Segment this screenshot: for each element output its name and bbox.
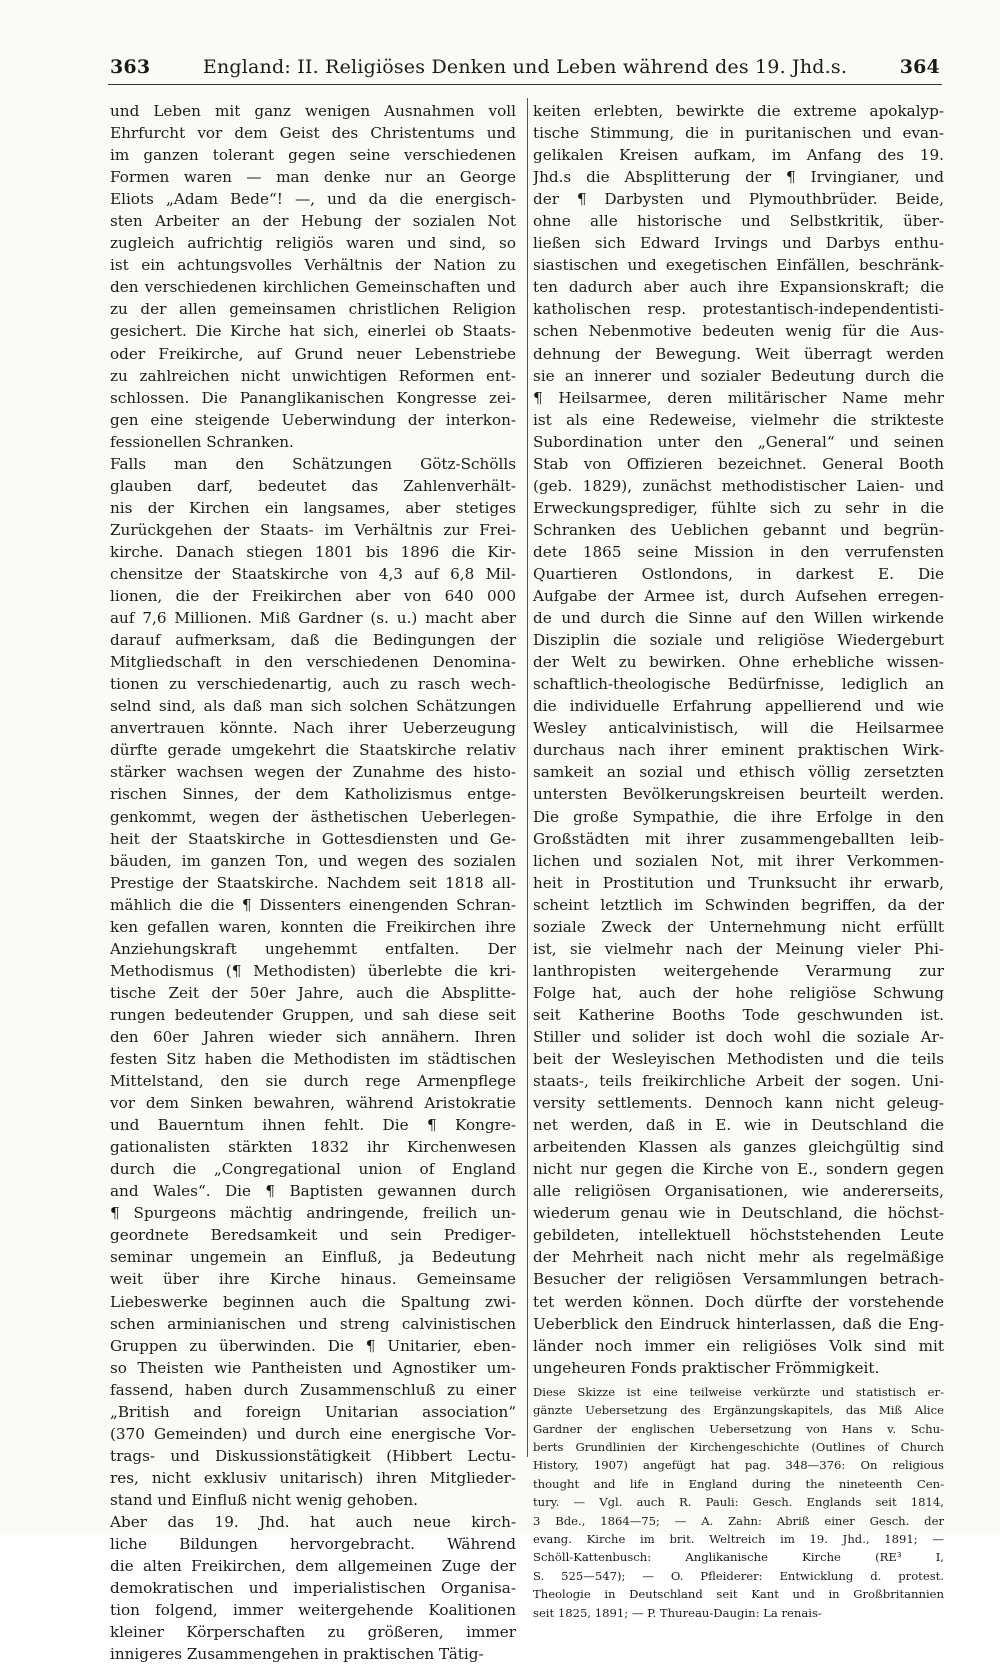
text-line: dete 1865 seine Mission in den verrufensten (533, 542, 944, 561)
text-line: res, nicht exklusiv unitarisch) ihren Mitglieder- (110, 1468, 516, 1487)
text-line: sie an innerer und sozialer Bedeutung durch die (533, 366, 944, 385)
text-line: länder noch immer ein religiöses Volk sind mit (533, 1336, 944, 1355)
text-line: schen Nebenmotive bedeuten wenig für die Aus- (533, 322, 944, 341)
text-line: Quartieren Ostlondons, in darkest E. Die (533, 564, 944, 583)
text-line: Stab von Offizieren bezeichnet. General Booth (533, 454, 944, 473)
text-line: nicht nur gegen die Kirche von E., sondern gegen (533, 1160, 944, 1179)
text-line: Zurückgehen der Staats- im Verhältnis zur Frei- (110, 520, 516, 539)
footnote (533, 1383, 944, 1622)
text-line: seit 1825, 1891; — P. Thureau-Daugin: La renais- (533, 1605, 822, 1620)
text-line: tionen zu verschiedenartig, auch zu rasch wech- (110, 675, 516, 694)
text-line: siastischen und exegetischen Einfällen, beschränk- (533, 256, 944, 275)
text-line: den 60er Jahren wieder sich annähern. Ihren (110, 1027, 516, 1046)
text-line: nis der Kirchen ein langsames, aber stetiges (110, 498, 516, 517)
text-line: ist, sie vielmehr nach der Meinung vieler Phi- (533, 939, 944, 958)
running-header (110, 56, 940, 86)
text-line: Jhd.s die Absplitterung der ¶ Irvingianer, und (533, 168, 944, 187)
text-line: und Bauerntum ihnen fehlt. Die ¶ Kongre- (110, 1116, 516, 1135)
text-line: weit über ihre Kirche hinaus. Gemeinsame (110, 1270, 516, 1289)
text-line: Schöll-Kattenbusch: Anglikanische Kirche (RE³ I, (533, 1550, 944, 1565)
text-line: trags- und Diskussionstätigkeit (Hibbert Lectu- (110, 1446, 516, 1465)
text-line: beit der Wesleyischen Methodisten und die teils (533, 1050, 944, 1069)
text-line: die alten Freikirchen, dem allgemeinen Zuge der (110, 1557, 516, 1576)
text-line: Subordination unter den „General“ und seinen (533, 432, 944, 451)
text-line: alle religiösen Organisationen, wie andererseits, (533, 1182, 944, 1201)
text-line: tury. — Vgl. auch R. Pauli: Gesch. Englands seit 1814, (533, 1495, 944, 1510)
page-number-right: 364 (899, 56, 940, 78)
text-line: Schranken des Ueblichen gebannt und begrün- (533, 520, 944, 539)
text-line: fessionellen Schranken. (110, 432, 294, 451)
text-line: innigeres Zusammengehen in praktischen Tätig- (110, 1645, 484, 1664)
text-line: dürfte gerade umgekehrt die Staatskirche relativ (110, 741, 516, 760)
text-line: dehnung der Bewegung. Weit überragt werden (533, 344, 944, 363)
text-line: Eliots „Adam Bede“! —, und da die energisch- (110, 190, 516, 209)
text-line: im ganzen tolerant gegen seine verschiedenen (110, 146, 516, 165)
text-line: tet werden können. Doch dürfte der vorstehende (533, 1292, 944, 1311)
text-line: ist ein achtungsvolles Verhältnis der Nation zu (110, 256, 516, 275)
text-line: ungeheuren Fonds praktischer Frömmigkeit. (533, 1358, 880, 1377)
text-line: Folge hat, auch der hohe religiöse Schwung (533, 983, 944, 1002)
text-line: Großstädten mit ihrer zusammengeballten leib- (533, 829, 944, 848)
text-line: (geb. 1829), zunächst methodistischer Laien- und (533, 476, 944, 495)
text-line: der ¶ Darbysten und Plymouthbrüder. Beide, (533, 190, 944, 209)
text-line: zu der allen gemeinsamen christlichen Religion (110, 300, 516, 319)
text-line: heit der Staatskirche in Gottesdiensten und Ge- (110, 829, 516, 848)
text-line: tion folgend, immer weitergehende Koalitionen (110, 1601, 516, 1620)
text-line: Liebeswerke beginnen auch die Spaltung zwi- (110, 1292, 516, 1311)
text-line: der Welt zu bewirken. Ohne erhebliche wissen- (533, 653, 944, 672)
text-line: Gardner der englischen Uebersetzung von Hans v. Schu- (533, 1421, 944, 1436)
text-line: Gruppen zu überwinden. Die ¶ Unitarier, eben- (110, 1336, 516, 1355)
left-column (110, 100, 516, 1665)
text-line: untersten Bevölkerungskreisen beurteilt werden. (533, 785, 944, 804)
text-line: ohne alle historische und Selbstkritik, über- (533, 212, 944, 231)
text-line: samkeit an sozial und ethisch völlig zersetzten (533, 763, 944, 782)
text-line: Besucher der religiösen Versammlungen betrach- (533, 1270, 944, 1289)
text-line: Stiller und solider ist doch wohl die soziale Ar- (533, 1027, 944, 1046)
text-line: stand und Einfluß nicht wenig gehoben. (110, 1490, 418, 1509)
text-line: ken gefallen waren, konnten die Freikirchen ihre (110, 917, 516, 936)
text-line: thought and life in England during the nineteenth Cen- (533, 1476, 944, 1491)
text-line: heit in Prostitution und Trunksucht ihr erwarb, (533, 873, 944, 892)
text-line: so Theisten wie Pantheisten und Agnostiker um- (110, 1358, 516, 1377)
text-line: lionen, die der Freikirchen aber von 640 000 (110, 587, 516, 606)
text-line: Diese Skizze ist eine teilweise verkürzte und statistisch er- (533, 1384, 944, 1399)
text-line: ist als eine Redeweise, vielmehr die strikteste (533, 410, 944, 429)
text-line: Ueberblick den Eindruck hinterlassen, daß die Eng- (533, 1314, 944, 1333)
text-line: „British and foreign Unitarian association“ (110, 1402, 516, 1421)
text-line: Aufgabe der Armee ist, durch Aufsehen erregen- (533, 587, 944, 606)
text-line: festen Sitz haben die Methodisten im städtischen (110, 1050, 516, 1069)
text-line: oder Freikirche, auf Grund neuer Lebenstriebe (110, 344, 516, 363)
text-line: kleiner Körperschaften zu größeren, immer (110, 1623, 516, 1642)
text-line: fassend, haben durch Zusammenschluß zu einer (110, 1380, 516, 1399)
text-line: lichen und sozialen Not, mit ihrer Verkommen- (533, 851, 944, 870)
header-rule (108, 84, 942, 85)
text-line: anvertrauen könnte. Nach ihrer Ueberzeugung (110, 719, 516, 738)
text-line: Die große Sympathie, die ihre Erfolge in den (533, 807, 944, 826)
column-divider (527, 98, 528, 1457)
text-line: Mittelstand, den sie durch rege Armenpflege (110, 1072, 516, 1091)
text-line: de und durch die Sinne auf den Willen wirkende (533, 609, 944, 628)
text-line: Mitgliedschaft in den verschiedenen Denomina- (110, 653, 516, 672)
text-line: durch die „Congregational union of England (110, 1160, 516, 1179)
text-line: berts Grundlinien der Kirchengeschichte (Outlines of Church (533, 1439, 944, 1454)
text-line: darauf aufmerksam, daß die Bedingungen der (110, 631, 516, 650)
text-line: lanthropisten weitergehende Verarmung zur (533, 961, 944, 980)
text-line: sten Arbeiter an der Hebung der sozialen Not (110, 212, 516, 231)
text-line: zugleich aufrichtig religiös waren und sind, so (110, 234, 516, 253)
text-line: Disziplin die soziale und religiöse Wiedergeburt (533, 631, 944, 650)
text-line: tische Zeit der 50er Jahre, auch die Absplitte- (110, 983, 516, 1002)
text-line: (370 Gemeinden) und durch eine energische Vor- (110, 1424, 516, 1443)
text-line: gänzte Uebersetzung des Ergänzungskapitels, das Miß Alice (533, 1403, 944, 1418)
text-line: liche Bildungen hervorgebracht. Während (110, 1535, 516, 1554)
text-line: demokratischen und imperialistischen Organisa- (110, 1579, 516, 1598)
text-line: auf 7,6 Millionen. Miß Gardner (s. u.) macht aber (110, 609, 516, 628)
text-line: selnd sind, als daß man sich solchen Schätzungen (110, 697, 516, 716)
text-line: kirche. Danach stiegen 1801 bis 1896 die Kir- (110, 542, 516, 561)
text-line: S. 525—547); — O. Pfleiderer: Entwicklung d. protest. (533, 1568, 944, 1583)
text-line: schaftlich-theologische Bedürfnisse, lediglich an (533, 675, 944, 694)
text-line: versity settlements. Dennoch kann nicht geleug- (533, 1094, 944, 1113)
right-column-body (533, 100, 944, 1379)
text-line: keiten erlebten, bewirkte die extreme apokalyp- (533, 102, 944, 120)
text-line: scheint letztlich im Schwinden begriffen, da der (533, 895, 944, 914)
text-line: gationalisten stärkten 1832 ihr Kirchenwesen (110, 1138, 516, 1157)
text-line: stärker wachsen wegen der Zunahme des histo- (110, 763, 516, 782)
text-line: seminar ungemein an Einfluß, ja Bedeutung (110, 1248, 516, 1267)
text-line: bäuden, im ganzen Ton, und wegen des sozialen (110, 851, 516, 870)
text-line: arbeitenden Klassen als ganzes gleichgültig sind (533, 1138, 944, 1157)
text-line: gebildeten, intellektuell höchststehenden Leute (533, 1226, 944, 1245)
text-line: ten dadurch aber auch ihre Expansionskraft; die (533, 278, 944, 297)
text-line: Prestige der Staatskirche. Nachdem seit 1818 all- (110, 873, 516, 892)
text-line: genkommt, wegen der ästhetischen Ueberlegen- (110, 807, 516, 826)
text-line: und Leben mit ganz wenigen Ausnahmen voll (110, 102, 516, 120)
text-line: seit Katherine Booths Tode geschwunden ist. (533, 1005, 944, 1024)
text-line: gesichert. Die Kirche hat sich, einerlei ob Staats- (110, 322, 516, 341)
text-line: Anziehungskraft ungehemmt entfalten. Der (110, 939, 516, 958)
text-line: Erweckungsprediger, fühlte sich zu sehr in die (533, 498, 944, 517)
text-line: net werden, daß in E. wie in Deutschland die (533, 1116, 944, 1135)
text-line: soziale Zweck der Unternehmung nicht erfüllt (533, 917, 944, 936)
text-line: Formen waren — man denke nur an George (110, 168, 516, 187)
text-line: den verschiedenen kirchlichen Gemeinschaften und (110, 278, 516, 297)
text-line: Wesley anticalvinistisch, will die Heilsarmee (533, 719, 944, 738)
text-line: chensitze der Staatskirche von 4,3 auf 6,8 Mil- (110, 564, 516, 583)
text-line: rischen Sinnes, der dem Katholizismus entge- (110, 785, 516, 804)
text-line: gelikalen Kreisen aufkam, im Anfang des 19. (533, 146, 944, 165)
running-title: England: II. Religiöses Denken und Leben während des 19. Jhd.s. (202, 56, 848, 78)
text-line: wiederum genau wie in Deutschland, die höchst- (533, 1204, 944, 1223)
text-line: and Wales“. Die ¶ Baptisten gewannen durch (110, 1182, 516, 1201)
text-line: schlossen. Die Pananglikanischen Kongresse zei- (110, 388, 516, 407)
text-line: History, 1907) angefügt hat pag. 348—376: On religious (533, 1458, 944, 1473)
text-line: evang. Kirche im brit. Weltreich im 19. Jhd., 1891; — (533, 1531, 944, 1546)
text-line: schen arminianischen und streng calvinistischen (110, 1314, 516, 1333)
text-line: gen eine steigende Ueberwindung der interkon- (110, 410, 516, 429)
text-line: Aber das 19. Jhd. hat auch neue kirch- (110, 1513, 516, 1531)
text-line: Falls man den Schätzungen Götz-Schölls (110, 454, 516, 473)
text-line: glauben darf, bedeutet das Zahlenverhält- (110, 476, 516, 495)
text-line: ¶ Heilsarmee, deren militärischer Name mehr (533, 388, 944, 407)
text-line: tische Stimmung, die in puritanischen und evan- (533, 124, 944, 143)
text-line: geordnete Beredsamkeit und sein Prediger- (110, 1226, 516, 1245)
text-line: Theologie in Deutschland seit Kant und in Großbritannien (533, 1587, 944, 1602)
text-line: Methodismus (¶ Methodisten) überlebte die kri- (110, 961, 516, 980)
text-line: die individuelle Erfahrung appellierend und wie (533, 697, 944, 716)
text-line: rungen bedeutender Gruppen, und sah diese seit (110, 1005, 516, 1024)
text-line: der Mehrheit nach nicht mehr als regelmäßige (533, 1248, 944, 1267)
text-line: durchaus nach ihrer eminent praktischen Wirk- (533, 741, 944, 760)
page-number-left: 363 (110, 56, 151, 78)
right-column (533, 100, 944, 1622)
text-line: Ehrfurcht vor dem Geist des Christentums und (110, 124, 516, 143)
text-line: ließen sich Edward Irvings und Darbys enthu- (533, 234, 944, 253)
text-line: mählich die die ¶ Dissenters einengenden Schran- (110, 895, 516, 914)
text-line: staats-, teils freikirchliche Arbeit der sogen. Uni- (533, 1072, 944, 1091)
text-line: vor dem Sinken bewahren, während Aristokratie (110, 1094, 516, 1113)
text-line: katholischen resp. protestantisch-independentisti- (533, 300, 944, 319)
text-line: zu zahlreichen nicht unwichtigen Reformen ent- (110, 366, 516, 385)
text-line: 3 Bde., 1864—75; — A. Zahn: Abriß einer Gesch. der (533, 1513, 944, 1528)
text-line: ¶ Spurgeons mächtig andringende, freilich un- (110, 1204, 516, 1223)
